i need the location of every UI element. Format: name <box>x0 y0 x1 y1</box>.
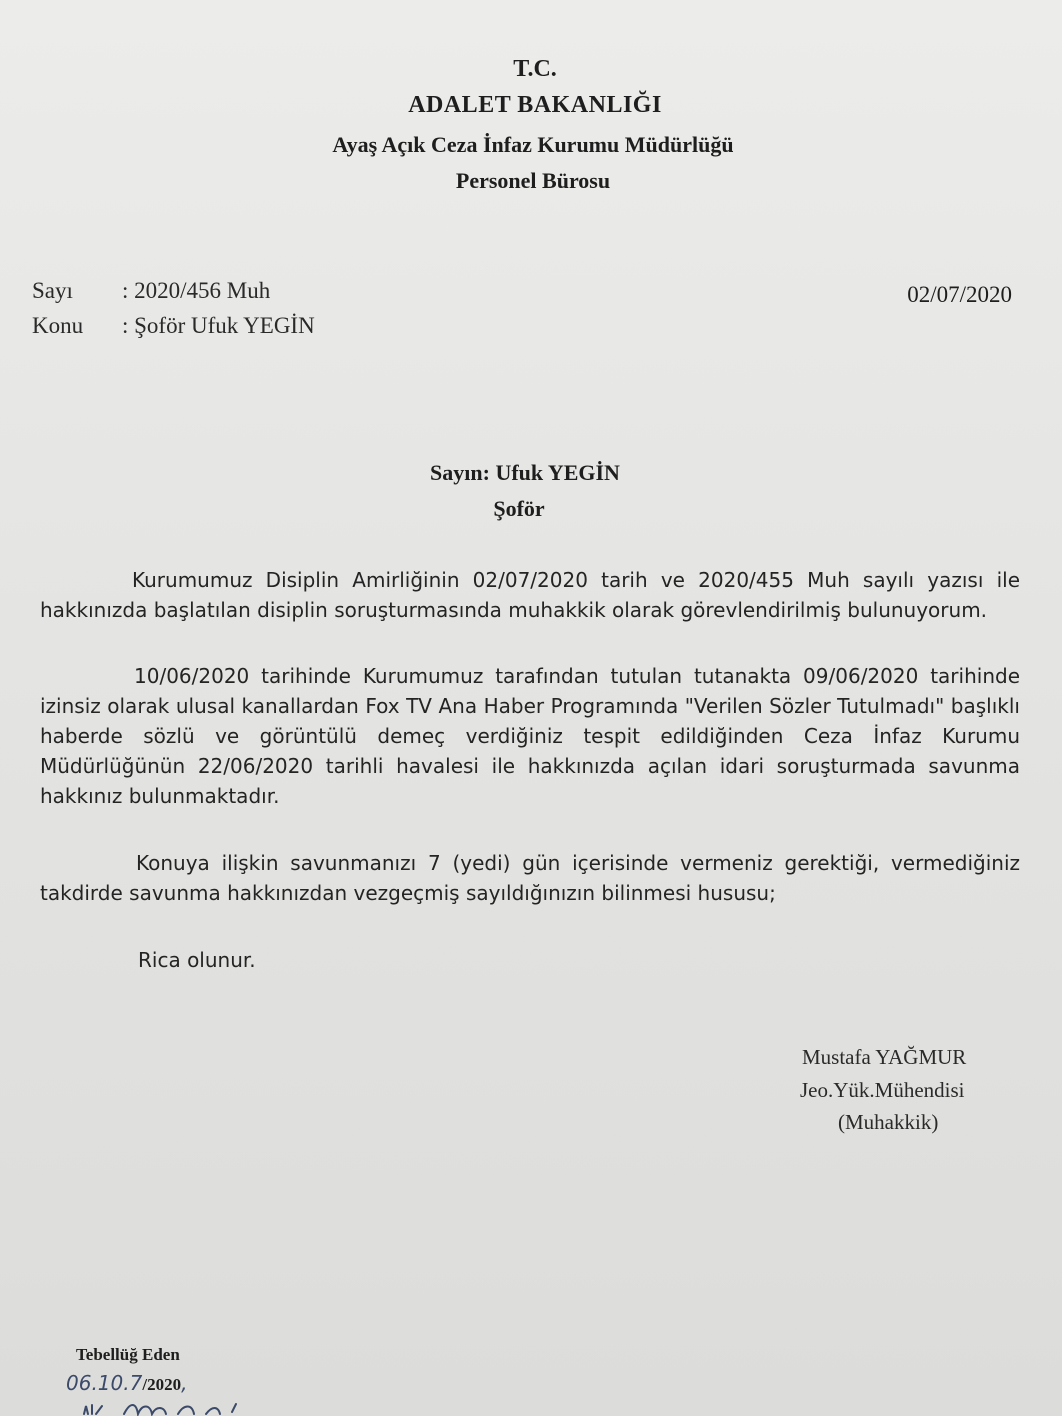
body-paragraph-2: 10/06/2020 tarihinde Kurumumuz tarafından tutulan tutanakta 09/06/2020 tarihinde izinsiz olarak ulusal kanallardan Fox TV Ana Haber Programında "Verilen Sözler Tutulmadı" başlıklı haberde sözlü ve görüntülü demeç verdiğiniz tespit edildiğinden Ceza İnfaz Kurumu Müdürlüğünün 22/06/2020 tarihli havalesi ile hakkınızda açılan idari soruşturmada savunma hakkınız bulunmaktadır. <box>40 664 1020 808</box>
konu-value: : Şoför Ufuk YEGİN <box>122 313 315 338</box>
header-department: Personel Bürosu <box>455 168 611 193</box>
receipt-date-handwritten: 06.10.7 <box>66 1371 143 1395</box>
sayi-label: Sayı <box>32 278 73 303</box>
signatory-name: Mustafa YAĞMUR <box>802 1045 967 1069</box>
receipt-date-printed: /2020 <box>142 1375 182 1394</box>
handwritten-signature <box>82 1396 252 1416</box>
sayi-value: : 2020/456 Muh <box>122 278 271 303</box>
header-ministry: ADALET BAKANLIĞI <box>408 92 662 118</box>
body-paragraph-3: Konuya ilişkin savunmanızı 7 (yedi) gün içerisinde vermeniz gerektiği, vermediğiniz takdirde savunma hakkınızdan vezgeçmiş sayıldığınızın bilinmesi hususu; <box>40 851 1020 905</box>
header-institution: Ayaş Açık Ceza İnfaz Kurumu Müdürlüğü <box>332 132 734 157</box>
addressee-title: Şoför <box>493 496 545 521</box>
addressee-name: Sayın: Ufuk YEGİN <box>430 460 620 485</box>
signatory-role: (Muhakkik) <box>838 1110 939 1134</box>
body-paragraph-1: Kurumumuz Disiplin Amirliğinin 02/07/2020 tarih ve 2020/455 Muh sayılı yazısı ile hakkınızda başlatılan disiplin soruşturmasında muhakkik olarak görevlendirilmiş bulunuyorum. <box>40 568 1020 622</box>
closing-line: Rica olunur. <box>138 948 256 972</box>
document-date: 02/07/2020 <box>907 282 1012 307</box>
receipt-date: 06.10.7/2020, <box>66 1371 188 1395</box>
header-tc: T.C. <box>513 56 557 82</box>
signatory-title: Jeo.Yük.Mühendisi <box>800 1078 965 1102</box>
receipt-label: Tebellüğ Eden <box>76 1345 180 1364</box>
konu-label: Konu <box>32 313 84 338</box>
